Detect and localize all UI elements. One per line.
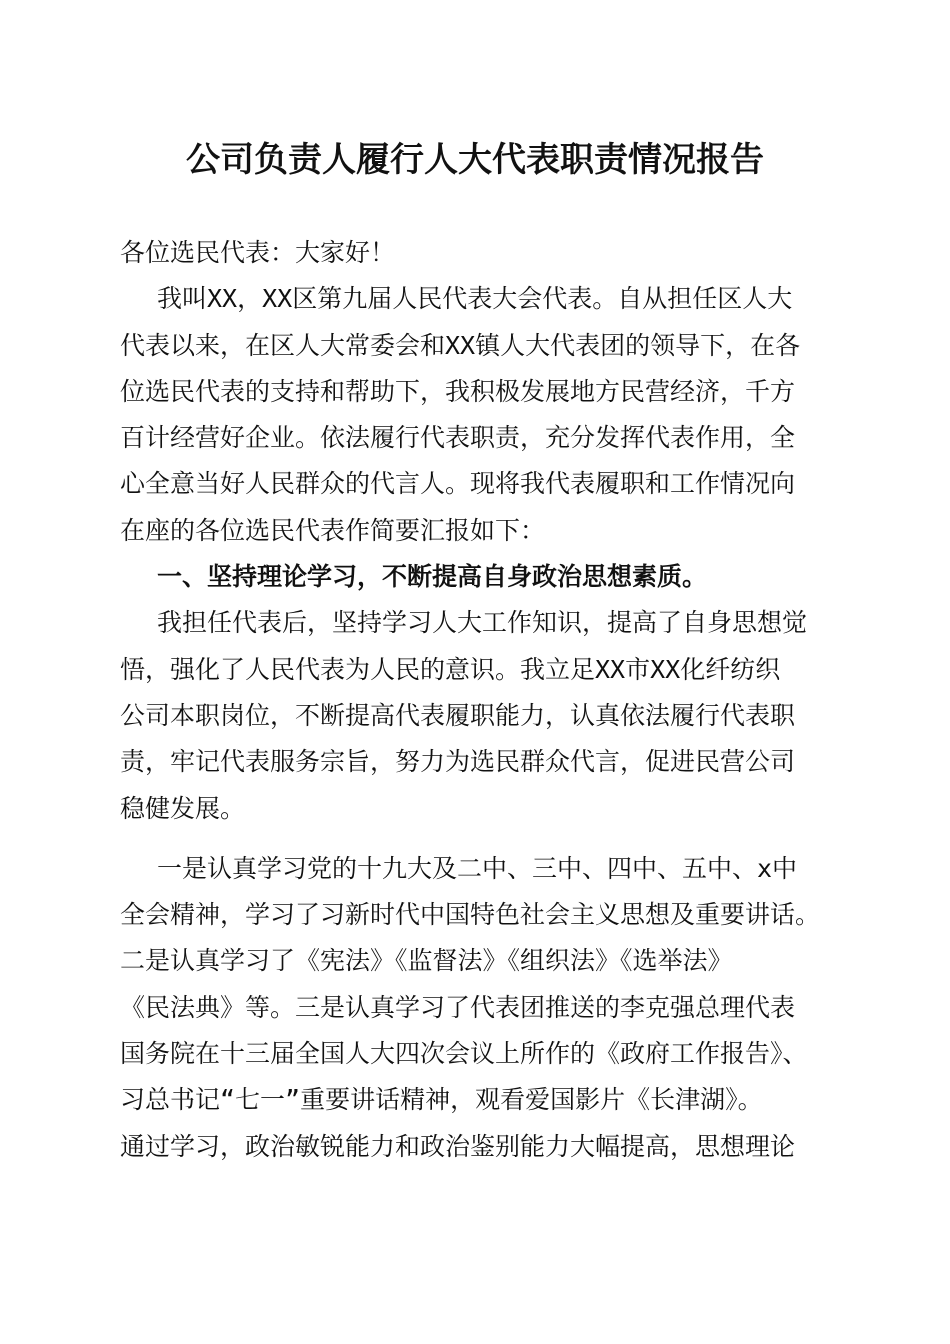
paragraph-line: 心全意当好人民群众的代言人。现将我代表履职和工作情况向 <box>120 469 796 499</box>
paragraph-line: 全会精神，学习了习新时代中国特色社会主义思想及重要讲话。 <box>120 900 821 930</box>
paragraph-line: 位选民代表的支持和帮助下，我积极发展地方民营经济，千方 <box>120 376 796 406</box>
paragraph-line: 《民法典》等。三是认真学习了代表团推送的李克强总理代表 <box>120 992 796 1022</box>
paragraph-line: 国务院在十三届全国人大四次会议上所作的《政府工作报告》、 <box>120 1039 808 1069</box>
document-body <box>120 230 832 1170</box>
paragraph-line: 百计经营好企业。依法履行代表职责，充分发挥代表作用，全 <box>120 423 796 453</box>
paragraph-gap <box>120 832 832 846</box>
document-title: 公司负责人履行人大代表职责情况报告 <box>186 140 764 180</box>
paragraph-line: 代表以来，在区人大常委会和XX镇人大代表团的领导下，在各 <box>120 330 801 360</box>
paragraph-line: 通过学习，政治敏锐能力和政治鉴别能力大幅提高，思想理论 <box>120 1131 796 1161</box>
paragraph-line: 二是认真学习了《宪法》《监督法》《组织法》《选举法》 <box>120 946 733 976</box>
paragraph-line: 悟，强化了人民代表为人民的意识。我立足XX市XX化纤纺织 <box>120 654 781 684</box>
paragraph-line: 稳健发展。 <box>120 793 246 823</box>
paragraph-line: 我叫XX，XX区第九届人民代表大会代表。自从担任区人大 <box>157 284 793 314</box>
paragraph-line: 在座的各位选民代表作简要汇报如下： <box>120 515 546 545</box>
paragraph-line: 公司本职岗位，不断提高代表履职能力，认真依法履行代表职 <box>120 700 796 730</box>
paragraph-line: 我担任代表后，坚持学习人大工作知识，提高了自身思想觉 <box>157 608 808 638</box>
salutation: 各位选民代表：大家好！ <box>120 238 396 267</box>
paragraph-line: 习总书记“七一”重要讲话精神，观看爱国影片《长津湖》。 <box>120 1085 763 1115</box>
paragraph-line: 一是认真学习党的十九大及二中、三中、四中、五中、x中 <box>157 853 798 883</box>
section-heading: 一、坚持理论学习，不断提高自身政治思想素质。 <box>157 562 708 592</box>
paragraph-line: 责，牢记代表服务宗旨，努力为选民群众代言，促进民营公司 <box>120 747 796 777</box>
